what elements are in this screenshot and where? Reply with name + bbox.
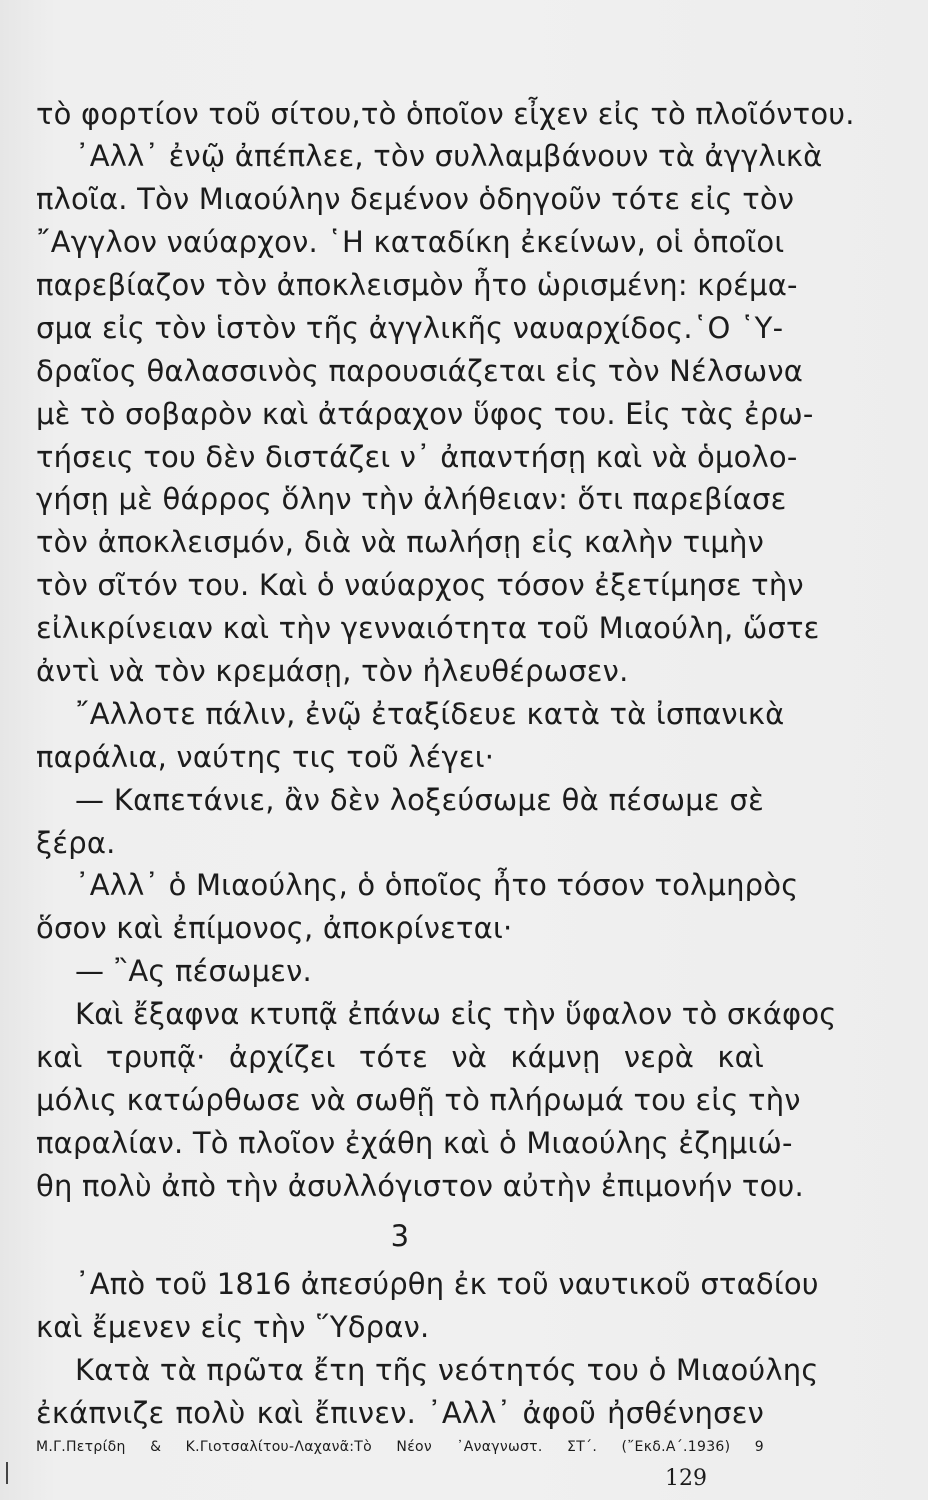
text-line: ὅσον καὶ ἐπίμονος, ἀποκρίνεται· [36, 911, 513, 945]
text-line: σμα εἰς τὸν ἱστὸν τῆς ἀγγλικῆς ναυαρχίδος.῾Ο ῾Υ- [36, 311, 784, 345]
text-line: μὲ τὸ σοβαρὸν καὶ ἀτάραχον ὕφος του. Εἰς τὰς ἐρω- [36, 397, 814, 431]
text-line: ῎Αλλοτε πάλιν, ἐνῷ ἐταξίδευε κατὰ τὰ ἰσπανικὰ [75, 697, 785, 731]
text-line: θη πολὺ ἀπὸ τὴν ἀσυλλόγιστον αὐτὴν ἐπιμονήν του. [36, 1169, 804, 1203]
text-line: παραλίαν. Τὸ πλοῖον ἐχάθη καὶ ὁ Μιαούλης ἐζημιώ- [36, 1126, 793, 1160]
text-line: Καὶ ἔξαφνα κτυπᾷ ἐπάνω εἰς τὴν ὕφαλον τὸ σκάφος [75, 997, 837, 1031]
text-line: μόλις κατώρθωσε νὰ σωθῇ τὸ πλήρωμά του εἰς τὴν [36, 1083, 801, 1117]
text-line: δραῖος θαλασσινὸς παρουσιάζεται εἰς τὸν Νέλσωνα [36, 354, 804, 388]
text-line: ἐκάπνιζε πολὺ καὶ ἔπινεν. ᾿Αλλ᾿ ἀφοῦ ἠσθένησεν [36, 1396, 764, 1430]
text-line: εἰλικρίνειαν καὶ τὴν γενναιότητα τοῦ Μιαούλη, ὥστε [36, 611, 820, 645]
text-line: καὶ ἔμενεν εἰς τὴν ῞Υδραν. [36, 1310, 430, 1344]
text-line: ῎Αγγλον ναύαρχον. ῾Η καταδίκη ἐκείνων, οἱ ὁποῖοι [36, 225, 785, 259]
text-line: ἀντὶ νὰ τὸν κρεμάσῃ, τὸν ἠλευθέρωσεν. [36, 654, 629, 688]
text-line: παράλια, ναύτης τις τοῦ λέγει· [36, 740, 495, 774]
text-line: ξέρα. [36, 826, 116, 860]
text-line: τὸν σῖτόν του. Καὶ ὁ ναύαρχος τόσον ἐξετίμησε τὴν [36, 568, 804, 602]
text-line: — ῍Ας πέσωμεν. [75, 954, 312, 988]
page-number: 129 [665, 1466, 707, 1491]
publication-footer: Μ.Γ.Πετρίδη & Κ.Γιοτσαλίτου-Λαχανᾶ:Τὸ Νέον ᾿Αναγνωστ. ΣΤ΄. (῎Εκδ.Α΄.1936) 9 [36, 1439, 764, 1455]
text-line: καὶ τρυπᾷ· ἀρχίζει τότε νὰ κάμνῃ νερὰ καὶ [36, 1040, 764, 1074]
section-number: 3 [390, 1219, 410, 1253]
text-line: τὸ φορτίον τοῦ σίτου,τὸ ὁποῖον εἶχεν εἰς τὸ πλοῖόντου. [36, 97, 855, 131]
text-line: γήσῃ μὲ θάρρος ὅλην τὴν ἀλήθειαν: ὅτι παρεβίασε [36, 482, 787, 516]
text-line: παρεβίαζον τὸν ἀποκλεισμὸν ἦτο ὡρισμένη: κρέμα- [36, 268, 798, 302]
text-line: πλοῖα. Τὸν Μιαούλην δεμένον ὁδηγοῦν τότε εἰς τὸν [36, 182, 795, 216]
text-line: — Καπετάνιε, ἂν δὲν λοξεύσωμε θὰ πέσωμε σὲ [75, 783, 764, 817]
binding-mark [6, 1462, 8, 1484]
text-line: ᾿Απὸ τοῦ 1816 ἀπεσύρθη ἐκ τοῦ ναυτικοῦ σταδίου [75, 1267, 819, 1301]
text-line: ᾿Αλλ᾿ ἐνῷ ἀπέπλεε, τὸν συλλαμβάνουν τὰ ἀγγλικὰ [75, 139, 823, 173]
text-line: Κατὰ τὰ πρῶτα ἔτη τῆς νεότητός του ὁ Μιαούλης [75, 1353, 819, 1387]
text-line: τήσεις του δὲν διστάζει ν᾿ ἀπαντήσῃ καὶ νὰ ὁμολο- [36, 440, 798, 474]
text-line: τὸν ἀποκλεισμόν, διὰ νὰ πωλήσῃ εἰς καλὴν τιμὴν [36, 525, 764, 559]
text-line: ᾿Αλλ᾿ ὁ Μιαούλης, ὁ ὁποῖος ἦτο τόσον τολμηρὸς [75, 868, 799, 902]
